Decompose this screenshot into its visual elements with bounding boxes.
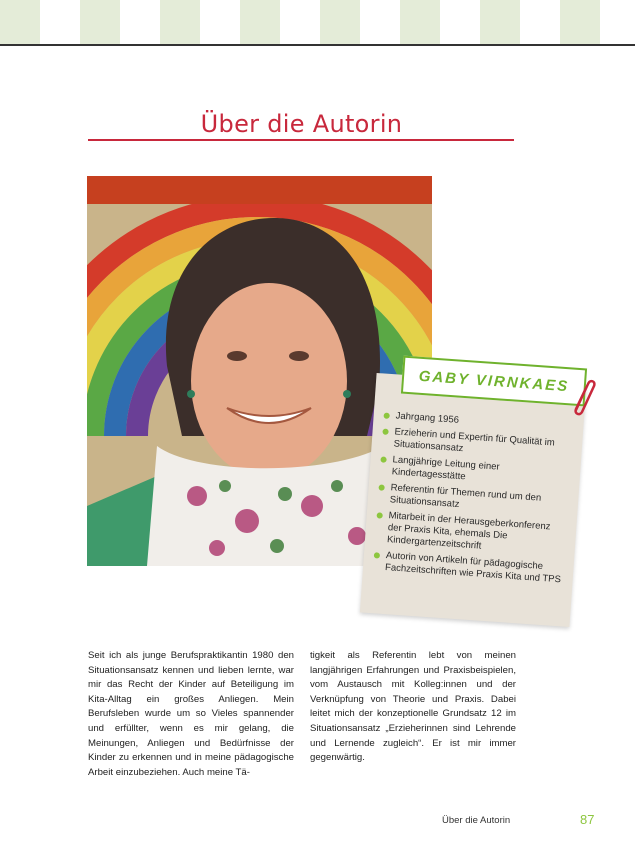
profile-bullet-list bbox=[385, 410, 574, 586]
title-underline bbox=[88, 139, 514, 141]
paperclip-icon bbox=[568, 376, 596, 416]
body-text-column-right: tigkeit als Referentin lebt von meinen langjährigen Erfahrungen und Praxisbeispielen, vom Austausch mit Kolleg:innen und der Verknüpfung von Theorie und Praxis. Dabei leitet mich der konzeptionelle Grundsatz 12 im Situationsansatz „Erzieherinnen sind Lehrende und Lernende zugleich“. Er ist mir immer gegenwärtig. bbox=[310, 650, 516, 764]
top-stripe-band bbox=[0, 0, 635, 44]
author-name-banner: GABY VIRNKAES bbox=[401, 356, 587, 407]
profile-bullet: Referentin für Themen rund um den Situationsansatz bbox=[389, 482, 568, 518]
page-title: Über die Autorin bbox=[200, 110, 403, 139]
profile-bullet: Autorin von Artikeln für pädagogische Fachzeitschriften wie Praxis Kita und TPS bbox=[385, 550, 564, 586]
body-text-column-left: Seit ich als junge Berufspraktikantin 1980 den Situationsansatz kennen und lieben lernte, war mir das Recht der Kinder auf Beteiligung im Kita-Alltag ein großes Anliegen. Mein Berufsleben wurde um so Vieles spannender und erfüllter, wenn es mir gelang, die Meinungen, Anliegen und Bedürfnisse der Kinder zu erkennen und in meine pädagogische Arbeit einzubeziehen. Auch meine Tä- bbox=[88, 650, 294, 778]
profile-bullet: Erzieherin und Expertin für Qualität im Situationsansatz bbox=[393, 426, 572, 462]
profile-bullet: Mitarbeit in der Herausgeberkonferenz der Praxis Kita, ehemals Die Kindergartenzeitschrift bbox=[387, 510, 567, 558]
running-footer: Über die Autorin bbox=[442, 815, 511, 826]
profile-bullet: Langjährige Leitung einer Kindertagesstätte bbox=[391, 454, 570, 490]
author-profile-card bbox=[360, 373, 586, 627]
top-divider-line bbox=[0, 44, 635, 46]
page-number: 87 bbox=[580, 812, 595, 827]
profile-bullet: Jahrgang 1956 bbox=[395, 410, 573, 434]
